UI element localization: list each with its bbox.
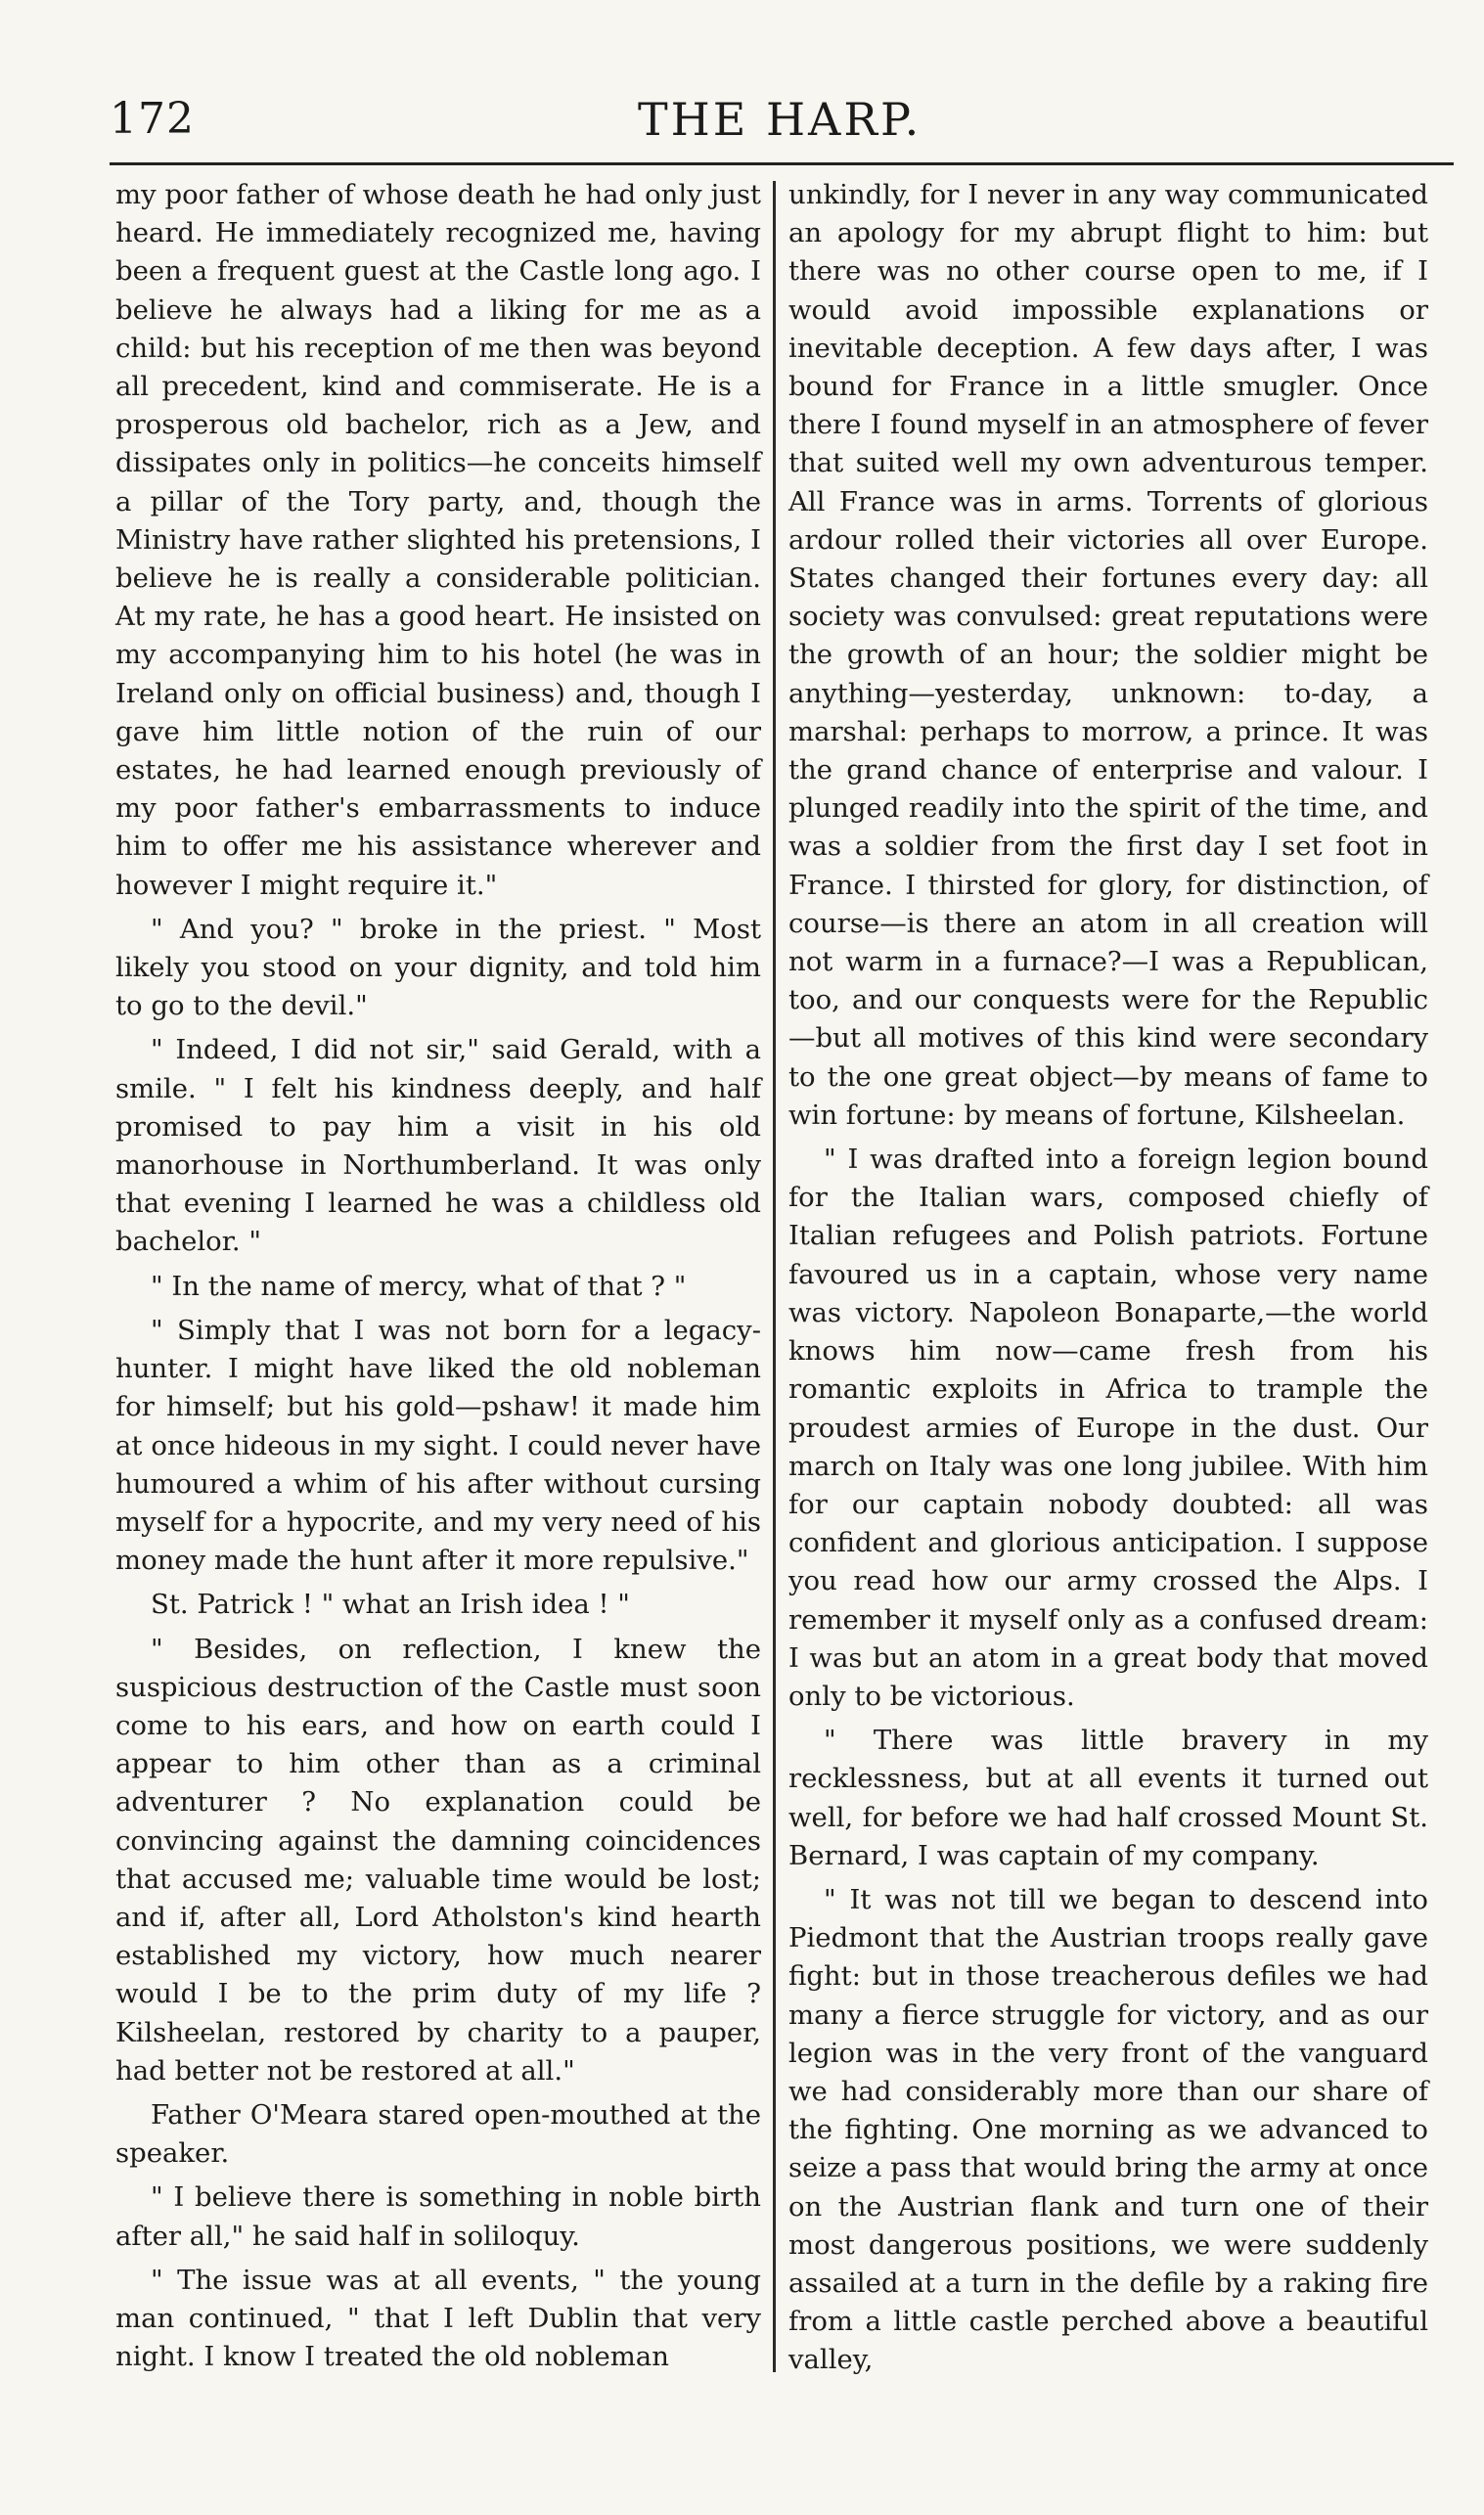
- page-number: 172: [110, 94, 195, 144]
- paragraph: unkindly, for I never in any way communicated an apology for my abrupt flight to him: but there was no other course open to me, if I would avoid impossible explanations or inevitable deception. A few days after, I was bound for France in a little smugler. Once there I found myself in an atmosphere of fever that suited well my own adventurous temper. All France was in arms. Torrents of glorious ardour rolled their victories all over Europe. States changed their fortunes every day: all society was convulsed: great reputations were the growth of an hour; the soldier might be anything—yesterday, unknown: to-day, a marshal: perhaps to morrow, a prince. It was the grand chance of enterprise and valour. I plunged readily into the spirit of the time, and was a soldier from the first day I set foot in France. I thirsted for glory, for distinction, of course—is there an atom in all creation will not warm in a furnace?—I was a Republican, too, and our conquests were for the Republic—but all motives of this kind were secondary to the one great object—by means of fame to win fortune: by means of fortune, Kilsheelan.: [788, 179, 1428, 1131]
- paragraph: " In the name of mercy, what of that ? ": [151, 1270, 687, 1302]
- paragraph: " I was drafted into a foreign legion bound for the Italian wars, composed chiefly of Italian refugees and Polish patriots. Fortune favoured us in a captain, whose very name was victory. Napoleon Bonaparte,—the world knows him now—came fresh from his romantic exploits in Africa to trample the proudest armies of Europe in the dust. Our march on Italy was one long jubilee. With him for our captain nobody doubted: all was confident and glorious anticipation. I suppose you read how our army crossed the Alps. I remember it myself only as a confused dream: I was but an atom in a great body that moved only to be victorious.: [788, 1144, 1428, 1712]
- page-header: [110, 94, 1454, 162]
- paragraph: " I believe there is something in noble birth after all," he said half in soliloquy.: [115, 2181, 761, 2252]
- paragraph: " Simply that I was not born for a legacy-hunter. I might have liked the old nobleman for himself; but his gold—pshaw! it made him at once hideous in my sight. I could never have humoured a whim of his after without cursing myself for a hypocrite, and my very need of his money made the hunt after it more repulsive.": [115, 1314, 761, 1577]
- paragraph: " Besides, on reflection, I knew the suspicious destruction of the Castle must soon come to his ears, and how on earth could I appear to him other than as a criminal adventurer ? No explanation could be convincing against the damning coincidences that accused me; valuable time would be lost; and if, after all, Lord Atholston's kind hearth established my victory, how much nearer would I be to the prim duty of my life ? Kilsheelan, restored by charity to a pauper, had better not be restored at all.": [115, 1633, 761, 2087]
- column-divider: [773, 181, 776, 2372]
- left-column: [115, 176, 761, 2376]
- paragraph: Father O'Meara stared open-mouthed at the speaker.: [115, 2098, 761, 2170]
- paragraph: " There was little bravery in my recklessness, but at all events it turned out well, for before we had half crossed Mount St. Bernard, I was captain of my company.: [788, 1725, 1428, 1871]
- paragraph: " Indeed, I did not sir," said Gerald, with a smile. " I felt his kindness deeply, and half promised to pay him a visit in his old manorhouse in Northumberland. It was only that evening I learned he was a childless old bachelor. ": [115, 1034, 761, 1258]
- paragraph: " And you? " broke in the priest. " Most likely you stood on your dignity, and told him to go to the devil.": [115, 913, 761, 1022]
- paragraph: my poor father of whose death he had only just heard. He immediately recognized me, having been a frequent guest at the Castle long ago. I believe he always had a liking for me as a child: but his reception of me then was beyond all precedent, kind and commiserate. He is a prosperous old bachelor, rich as a Jew, and dissipates only in politics—he conceits himself a pillar of the Tory party, and, though the Ministry have rather slighted his pretensions, I believe he is really a considerable politician. At my rate, he has a good heart. He insisted on my accompanying him to his hotel (he was in Ireland only on official business) and, though I gave him little notion of the ruin of our estates, he had learned enough previously of my poor father's embarrassments to induce him to offer me his assistance wherever and however I might require it.": [115, 179, 761, 901]
- paragraph: " The issue was at all events, " the young man continued, " that I left Dublin that very night. I know I treated the old nobleman: [115, 2264, 761, 2373]
- paragraph: " It was not till we began to descend into Piedmont that the Austrian troops really gave fight: but in those treacherous defiles we had many a fierce struggle for victory, and as our legion was in the very front of the vanguard we had considerably more than our share of the fighting. One morning as we advanced to seize a pass that would bring the army at once on the Austrian flank and turn one of their most dangerous positions, we were suddenly assailed at a turn in the defile by a raking fire from a little castle perched above a beautiful valley,: [788, 1883, 1428, 2376]
- magazine-title: THE HARP.: [638, 93, 922, 146]
- paragraph: St. Patrick ! " what an Irish idea ! ": [151, 1589, 630, 1621]
- right-column: [788, 176, 1428, 2380]
- header-rule: [110, 162, 1454, 165]
